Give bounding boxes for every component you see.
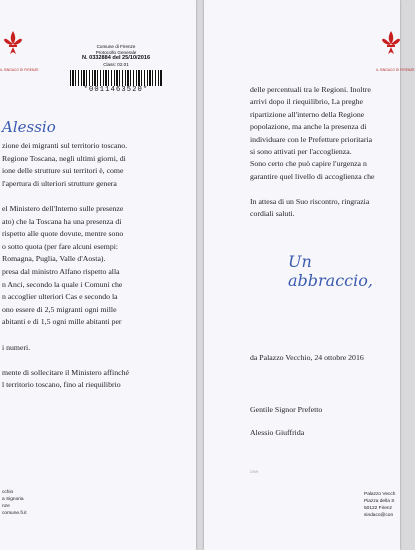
body-line: ono essere di 2,5 migranti ogni mille xyxy=(2,304,117,314)
letter-page-right xyxy=(204,0,415,550)
body-line: delle percentuali tra le Regioni. Inoltre xyxy=(250,85,371,94)
body-line: abitanti e di 1,5 ogni mille abitanti per xyxy=(2,317,122,327)
body-line: garantire quel livello di accoglienza che xyxy=(250,171,375,181)
body-line: zione dei migranti sul territorio toscano. xyxy=(2,141,128,150)
body-line: Romagna, Puglia, Valle d'Aosta). xyxy=(2,254,106,264)
footer-line: nze xyxy=(2,504,10,509)
recipient-title: Gentile Signor Prefetto xyxy=(250,405,323,414)
footer-line: 50122 Firenz xyxy=(364,506,392,511)
handwritten-closing: Un abbraccio, xyxy=(288,252,373,290)
recipient-name: Alessio Giuffrida xyxy=(250,428,305,437)
body-line: Regione Toscana, negli ultimi giorni, di xyxy=(2,153,126,163)
body-line: el Ministero dell'Interno sulle presenze xyxy=(2,204,124,213)
footer-line: sindaco@con xyxy=(364,513,394,518)
footer-line: a Signoria xyxy=(2,497,24,502)
body-line: popolazione, ma anche la presenza di xyxy=(250,122,367,132)
stamp-register: Protocollo Generale xyxy=(95,49,137,55)
body-line: o sotto quota (per fare alcuni esempi: xyxy=(2,241,119,251)
stamp-office: Comune di Firenze xyxy=(96,44,136,49)
letter-page-left xyxy=(0,0,196,550)
body-line: l'apertura di ulteriori strutture genera xyxy=(2,178,117,188)
date-line: da Palazzo Vecchio, 24 ottobre 2016 xyxy=(250,353,364,362)
barcode xyxy=(70,70,162,86)
handwritten-salutation: Alessio xyxy=(2,118,56,136)
footer-line: cchio xyxy=(2,490,14,495)
body-line: rispetto alle quote dovute, mentre sono xyxy=(2,229,124,239)
footer-line: Piazza della S xyxy=(364,499,395,504)
barcode-number: *0011463520* xyxy=(83,86,149,94)
body-line: cordiali saluti. xyxy=(250,209,295,218)
footer-line: comune.fi.it xyxy=(2,511,27,516)
stamp-number: N. 0332884 del 25/10/2016 xyxy=(81,55,151,61)
body-line: n Anci, secondo la quale i Comuni che xyxy=(2,279,123,289)
crest-caption: IL SINDACO DI FIRENZE xyxy=(0,68,39,72)
protocol-stamp xyxy=(70,44,162,95)
body-line: individuare con le Prefetture prioritaria xyxy=(250,134,373,144)
body-line: Sono certo che può capire l'urgenza n xyxy=(250,159,367,169)
body-line: i numeri. xyxy=(2,342,31,352)
body-line: ione delle strutture sui territori è, come xyxy=(2,166,124,176)
small-reference-mark: DN/ff xyxy=(250,470,259,474)
florence-lily-crest-icon xyxy=(2,28,24,62)
body-line: presa dal ministro Alfano rispetto alla xyxy=(2,267,120,276)
stamp-class: Class: 02.01 xyxy=(103,62,129,67)
body-line: n accoglier ulteriori Cas e secondo la xyxy=(2,292,118,302)
florence-lily-crest-icon xyxy=(380,28,402,62)
body-line: l territorio toscano, fino al riequilibrio xyxy=(2,380,121,390)
body-line: In attesa di un Suo riscontro, ringrazia xyxy=(250,196,370,206)
body-line: arrivi dopo il riequilibrio, La preghe xyxy=(250,97,364,107)
body-line: ripartizione all'interno della Regione xyxy=(250,109,365,119)
body-line: ato) che la Toscana ha una presenza di xyxy=(2,216,122,226)
body-line: mente di sollecitare il Ministero affinché xyxy=(2,367,129,377)
body-line: si sono attivati per l'accoglienza. xyxy=(250,147,352,156)
crest-caption: IL SINDACO DI FIRENZE xyxy=(376,68,415,72)
footer-line: Palazzo Vecch xyxy=(364,492,396,497)
